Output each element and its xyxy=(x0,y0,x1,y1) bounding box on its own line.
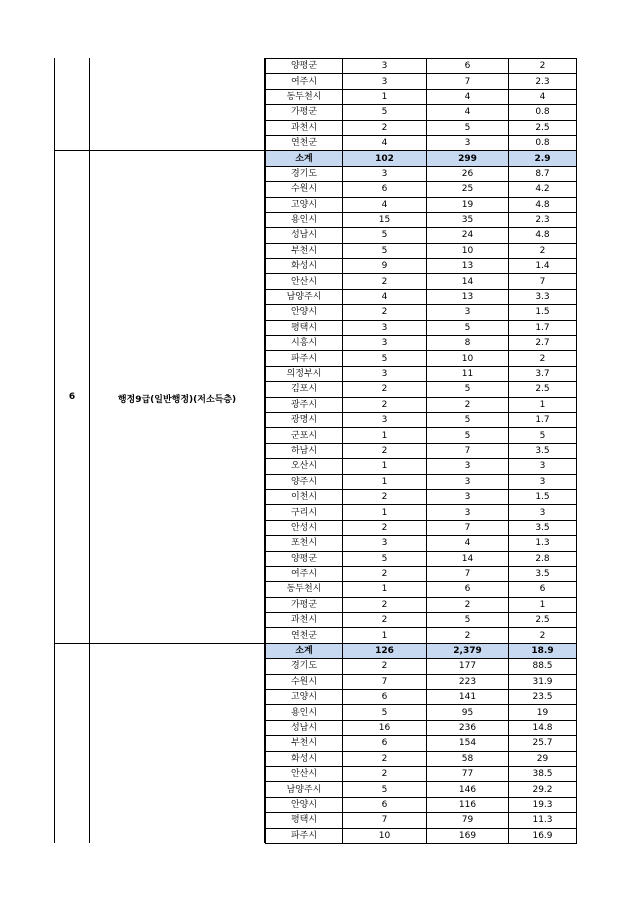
table-row xyxy=(266,382,577,397)
value-cell: 146 xyxy=(427,782,509,797)
value-cell: 19 xyxy=(509,705,577,720)
value-cell: 7 xyxy=(427,566,509,581)
value-cell: 3 xyxy=(343,320,427,335)
value-cell: 14 xyxy=(427,274,509,289)
value-cell: 5 xyxy=(343,243,427,258)
region-cell: 양평군 xyxy=(266,59,343,74)
region-cell: 남양주시 xyxy=(266,782,343,797)
value-cell: 26 xyxy=(427,166,509,181)
value-cell: 3.3 xyxy=(509,289,577,304)
region-cell: 안성시 xyxy=(266,520,343,535)
value-cell: 6 xyxy=(427,582,509,597)
value-cell: 6 xyxy=(343,182,427,197)
table-row xyxy=(266,74,577,89)
value-cell: 1.5 xyxy=(509,305,577,320)
table-row xyxy=(266,397,577,412)
region-cell: 광명시 xyxy=(266,412,343,427)
table-row xyxy=(266,520,577,535)
group-number: 6 xyxy=(68,391,76,402)
value-cell: 88.5 xyxy=(509,659,577,674)
value-cell: 5 xyxy=(427,382,509,397)
value-cell: 11 xyxy=(427,366,509,381)
value-cell: 3.5 xyxy=(509,520,577,535)
table-row xyxy=(266,59,577,74)
region-cell: 과천시 xyxy=(266,120,343,135)
table-row xyxy=(266,459,577,474)
table-row xyxy=(266,289,577,304)
table-row xyxy=(266,736,577,751)
value-cell: 5 xyxy=(427,120,509,135)
table-row xyxy=(266,336,577,351)
table-row xyxy=(266,259,577,274)
value-cell: 4.2 xyxy=(509,182,577,197)
value-cell: 4 xyxy=(427,536,509,551)
value-cell: 2.5 xyxy=(509,382,577,397)
table-row xyxy=(266,536,577,551)
table-row xyxy=(266,797,577,812)
value-cell: 4 xyxy=(427,105,509,120)
region-cell: 부천시 xyxy=(266,243,343,258)
value-cell: 2 xyxy=(343,520,427,535)
value-cell: 2 xyxy=(343,443,427,458)
value-cell: 3 xyxy=(427,135,509,150)
group-number-cell xyxy=(54,150,90,643)
value-cell: 169 xyxy=(427,828,509,843)
table-row xyxy=(266,351,577,366)
table-row xyxy=(266,505,577,520)
value-cell: 7 xyxy=(427,443,509,458)
region-cell: 양주시 xyxy=(266,474,343,489)
group-number-cell xyxy=(54,643,90,843)
job-title-cell xyxy=(90,150,265,643)
value-cell: 3.5 xyxy=(509,443,577,458)
value-cell: 24 xyxy=(427,228,509,243)
value-cell: 3.5 xyxy=(509,566,577,581)
value-cell: 3 xyxy=(427,474,509,489)
table-row xyxy=(266,305,577,320)
region-cell: 경기도 xyxy=(266,659,343,674)
region-cell: 연천군 xyxy=(266,135,343,150)
region-cell: 가평군 xyxy=(266,597,343,612)
value-cell: 2 xyxy=(427,628,509,643)
region-cell: 소계 xyxy=(266,643,343,658)
job-title-cell xyxy=(90,58,265,150)
region-cell: 여주시 xyxy=(266,74,343,89)
value-cell: 2 xyxy=(343,766,427,781)
region-cell: 안양시 xyxy=(266,797,343,812)
table-row xyxy=(266,489,577,504)
value-cell: 3 xyxy=(343,74,427,89)
value-cell: 19.3 xyxy=(509,797,577,812)
table-row xyxy=(266,690,577,705)
value-cell: 2,379 xyxy=(427,643,509,658)
value-cell: 141 xyxy=(427,690,509,705)
value-cell: 7 xyxy=(427,74,509,89)
value-cell: 7 xyxy=(427,520,509,535)
table-row xyxy=(266,551,577,566)
value-cell: 31.9 xyxy=(509,674,577,689)
region-cell: 소계 xyxy=(266,151,343,166)
competition-table xyxy=(265,58,577,844)
table-row xyxy=(266,813,577,828)
value-cell: 6 xyxy=(427,59,509,74)
value-cell: 2 xyxy=(427,597,509,612)
region-cell: 화성시 xyxy=(266,259,343,274)
region-cell: 성남시 xyxy=(266,228,343,243)
value-cell: 6 xyxy=(343,736,427,751)
value-cell: 1.7 xyxy=(509,412,577,427)
region-cell: 오산시 xyxy=(266,459,343,474)
value-cell: 2 xyxy=(343,751,427,766)
value-cell: 18.9 xyxy=(509,643,577,658)
region-cell: 수원시 xyxy=(266,182,343,197)
value-cell: 16 xyxy=(343,720,427,735)
region-cell: 파주시 xyxy=(266,828,343,843)
value-cell: 3 xyxy=(427,305,509,320)
region-cell: 평택시 xyxy=(266,320,343,335)
value-cell: 0.8 xyxy=(509,135,577,150)
table-row xyxy=(266,135,577,150)
job-title-cell xyxy=(90,643,265,843)
value-cell: 102 xyxy=(343,151,427,166)
value-cell: 15 xyxy=(343,212,427,227)
table-row xyxy=(266,582,577,597)
table-row xyxy=(266,613,577,628)
region-cell: 의정부시 xyxy=(266,366,343,381)
value-cell: 7 xyxy=(343,813,427,828)
value-cell: 3 xyxy=(427,459,509,474)
region-cell: 용인시 xyxy=(266,705,343,720)
value-cell: 2 xyxy=(509,351,577,366)
value-cell: 25 xyxy=(427,182,509,197)
table-row xyxy=(266,751,577,766)
region-cell: 부천시 xyxy=(266,736,343,751)
value-cell: 1 xyxy=(343,459,427,474)
value-cell: 2 xyxy=(427,397,509,412)
region-cell: 남양주시 xyxy=(266,289,343,304)
value-cell: 116 xyxy=(427,797,509,812)
value-cell: 1.3 xyxy=(509,536,577,551)
table-row xyxy=(266,705,577,720)
region-cell: 포천시 xyxy=(266,536,343,551)
table-row xyxy=(266,366,577,381)
value-cell: 2 xyxy=(343,274,427,289)
region-cell: 여주시 xyxy=(266,566,343,581)
value-cell: 5 xyxy=(343,782,427,797)
value-cell: 3.7 xyxy=(509,366,577,381)
value-cell: 126 xyxy=(343,643,427,658)
region-cell: 광주시 xyxy=(266,397,343,412)
value-cell: 2.3 xyxy=(509,74,577,89)
value-cell: 2.8 xyxy=(509,551,577,566)
region-cell: 수원시 xyxy=(266,674,343,689)
value-cell: 4 xyxy=(343,197,427,212)
value-cell: 5 xyxy=(343,551,427,566)
value-cell: 95 xyxy=(427,705,509,720)
value-cell: 154 xyxy=(427,736,509,751)
value-cell: 14.8 xyxy=(509,720,577,735)
region-cell: 과천시 xyxy=(266,613,343,628)
value-cell: 1.7 xyxy=(509,320,577,335)
value-cell: 2.3 xyxy=(509,212,577,227)
value-cell: 2.5 xyxy=(509,120,577,135)
value-cell: 5 xyxy=(343,705,427,720)
value-cell: 2 xyxy=(343,120,427,135)
value-cell: 7 xyxy=(343,674,427,689)
value-cell: 2 xyxy=(343,613,427,628)
table-row xyxy=(266,105,577,120)
table-row xyxy=(266,474,577,489)
value-cell: 2 xyxy=(343,597,427,612)
group-number-cell xyxy=(54,58,90,150)
table-row xyxy=(266,566,577,581)
value-cell: 6 xyxy=(509,582,577,597)
value-cell: 13 xyxy=(427,259,509,274)
value-cell: 5 xyxy=(427,613,509,628)
region-cell: 고양시 xyxy=(266,690,343,705)
value-cell: 11.3 xyxy=(509,813,577,828)
table-row xyxy=(266,274,577,289)
value-cell: 8.7 xyxy=(509,166,577,181)
value-cell: 6 xyxy=(343,690,427,705)
region-cell: 이천시 xyxy=(266,489,343,504)
value-cell: 3 xyxy=(509,459,577,474)
region-cell: 고양시 xyxy=(266,197,343,212)
value-cell: 14 xyxy=(427,551,509,566)
table-row xyxy=(266,212,577,227)
value-cell: 5 xyxy=(343,105,427,120)
value-cell: 35 xyxy=(427,212,509,227)
value-cell: 1 xyxy=(509,597,577,612)
value-cell: 5 xyxy=(427,412,509,427)
region-cell: 동두천시 xyxy=(266,582,343,597)
value-cell: 177 xyxy=(427,659,509,674)
value-cell: 3 xyxy=(427,489,509,504)
value-cell: 29 xyxy=(509,751,577,766)
table-row xyxy=(266,197,577,212)
region-cell: 안양시 xyxy=(266,305,343,320)
subtotal-row xyxy=(266,151,577,166)
job-title: 행정9급(일반행정)(저소득층) xyxy=(117,394,237,405)
value-cell: 2.5 xyxy=(509,613,577,628)
value-cell: 4 xyxy=(427,89,509,104)
value-cell: 1 xyxy=(343,628,427,643)
table-row xyxy=(266,720,577,735)
table-row xyxy=(266,243,577,258)
value-cell: 1 xyxy=(509,397,577,412)
value-cell: 3 xyxy=(427,505,509,520)
region-cell: 양평군 xyxy=(266,551,343,566)
value-cell: 1 xyxy=(343,474,427,489)
value-cell: 10 xyxy=(427,351,509,366)
value-cell: 4 xyxy=(343,289,427,304)
table-row xyxy=(266,782,577,797)
value-cell: 2.7 xyxy=(509,336,577,351)
table-row xyxy=(266,443,577,458)
value-cell: 4 xyxy=(343,135,427,150)
table-row xyxy=(266,597,577,612)
table-row xyxy=(266,89,577,104)
value-cell: 3 xyxy=(343,366,427,381)
value-cell: 2 xyxy=(343,305,427,320)
value-cell: 2.9 xyxy=(509,151,577,166)
table-row xyxy=(266,120,577,135)
value-cell: 7 xyxy=(509,274,577,289)
value-cell: 2 xyxy=(343,659,427,674)
table-row xyxy=(266,320,577,335)
region-cell: 화성시 xyxy=(266,751,343,766)
region-cell: 가평군 xyxy=(266,105,343,120)
table-row xyxy=(266,628,577,643)
value-cell: 2 xyxy=(343,489,427,504)
value-cell: 2 xyxy=(343,397,427,412)
value-cell: 0.8 xyxy=(509,105,577,120)
value-cell: 2 xyxy=(509,243,577,258)
region-cell: 김포시 xyxy=(266,382,343,397)
region-cell: 시흥시 xyxy=(266,336,343,351)
table-row xyxy=(266,766,577,781)
value-cell: 77 xyxy=(427,766,509,781)
table-row xyxy=(266,828,577,843)
value-cell: 4.8 xyxy=(509,197,577,212)
region-cell: 성남시 xyxy=(266,720,343,735)
value-cell: 19 xyxy=(427,197,509,212)
value-cell: 5 xyxy=(427,428,509,443)
value-cell: 3 xyxy=(343,336,427,351)
region-cell: 구리시 xyxy=(266,505,343,520)
region-cell: 연천군 xyxy=(266,628,343,643)
table-row xyxy=(266,659,577,674)
region-cell: 파주시 xyxy=(266,351,343,366)
region-cell: 안산시 xyxy=(266,766,343,781)
value-cell: 5 xyxy=(343,228,427,243)
value-cell: 5 xyxy=(427,320,509,335)
region-cell: 경기도 xyxy=(266,166,343,181)
value-cell: 1.4 xyxy=(509,259,577,274)
value-cell: 3 xyxy=(509,505,577,520)
value-cell: 10 xyxy=(343,828,427,843)
value-cell: 1 xyxy=(343,89,427,104)
value-cell: 1 xyxy=(343,505,427,520)
value-cell: 5 xyxy=(343,351,427,366)
value-cell: 4.8 xyxy=(509,228,577,243)
value-cell: 23.5 xyxy=(509,690,577,705)
value-cell: 2 xyxy=(343,382,427,397)
value-cell: 6 xyxy=(343,797,427,812)
value-cell: 1 xyxy=(343,582,427,597)
table-row xyxy=(266,228,577,243)
value-cell: 16.9 xyxy=(509,828,577,843)
value-cell: 3 xyxy=(509,474,577,489)
value-cell: 79 xyxy=(427,813,509,828)
table-row xyxy=(266,412,577,427)
table-row xyxy=(266,428,577,443)
value-cell: 29.2 xyxy=(509,782,577,797)
value-cell: 13 xyxy=(427,289,509,304)
value-cell: 2 xyxy=(509,628,577,643)
region-cell: 동두천시 xyxy=(266,89,343,104)
region-cell: 평택시 xyxy=(266,813,343,828)
table-row xyxy=(266,166,577,181)
value-cell: 38.5 xyxy=(509,766,577,781)
value-cell: 5 xyxy=(509,428,577,443)
value-cell: 10 xyxy=(427,243,509,258)
value-cell: 236 xyxy=(427,720,509,735)
value-cell: 9 xyxy=(343,259,427,274)
region-cell: 군포시 xyxy=(266,428,343,443)
value-cell: 3 xyxy=(343,59,427,74)
value-cell: 3 xyxy=(343,412,427,427)
value-cell: 1.5 xyxy=(509,489,577,504)
table-row xyxy=(266,182,577,197)
table-row xyxy=(266,674,577,689)
value-cell: 3 xyxy=(343,536,427,551)
value-cell: 2 xyxy=(343,566,427,581)
value-cell: 3 xyxy=(343,166,427,181)
region-cell: 안산시 xyxy=(266,274,343,289)
value-cell: 1 xyxy=(343,428,427,443)
value-cell: 4 xyxy=(509,89,577,104)
value-cell: 2 xyxy=(509,59,577,74)
region-cell: 하남시 xyxy=(266,443,343,458)
value-cell: 8 xyxy=(427,336,509,351)
value-cell: 25.7 xyxy=(509,736,577,751)
value-cell: 299 xyxy=(427,151,509,166)
value-cell: 58 xyxy=(427,751,509,766)
subtotal-row xyxy=(266,643,577,658)
value-cell: 223 xyxy=(427,674,509,689)
region-cell: 용인시 xyxy=(266,212,343,227)
